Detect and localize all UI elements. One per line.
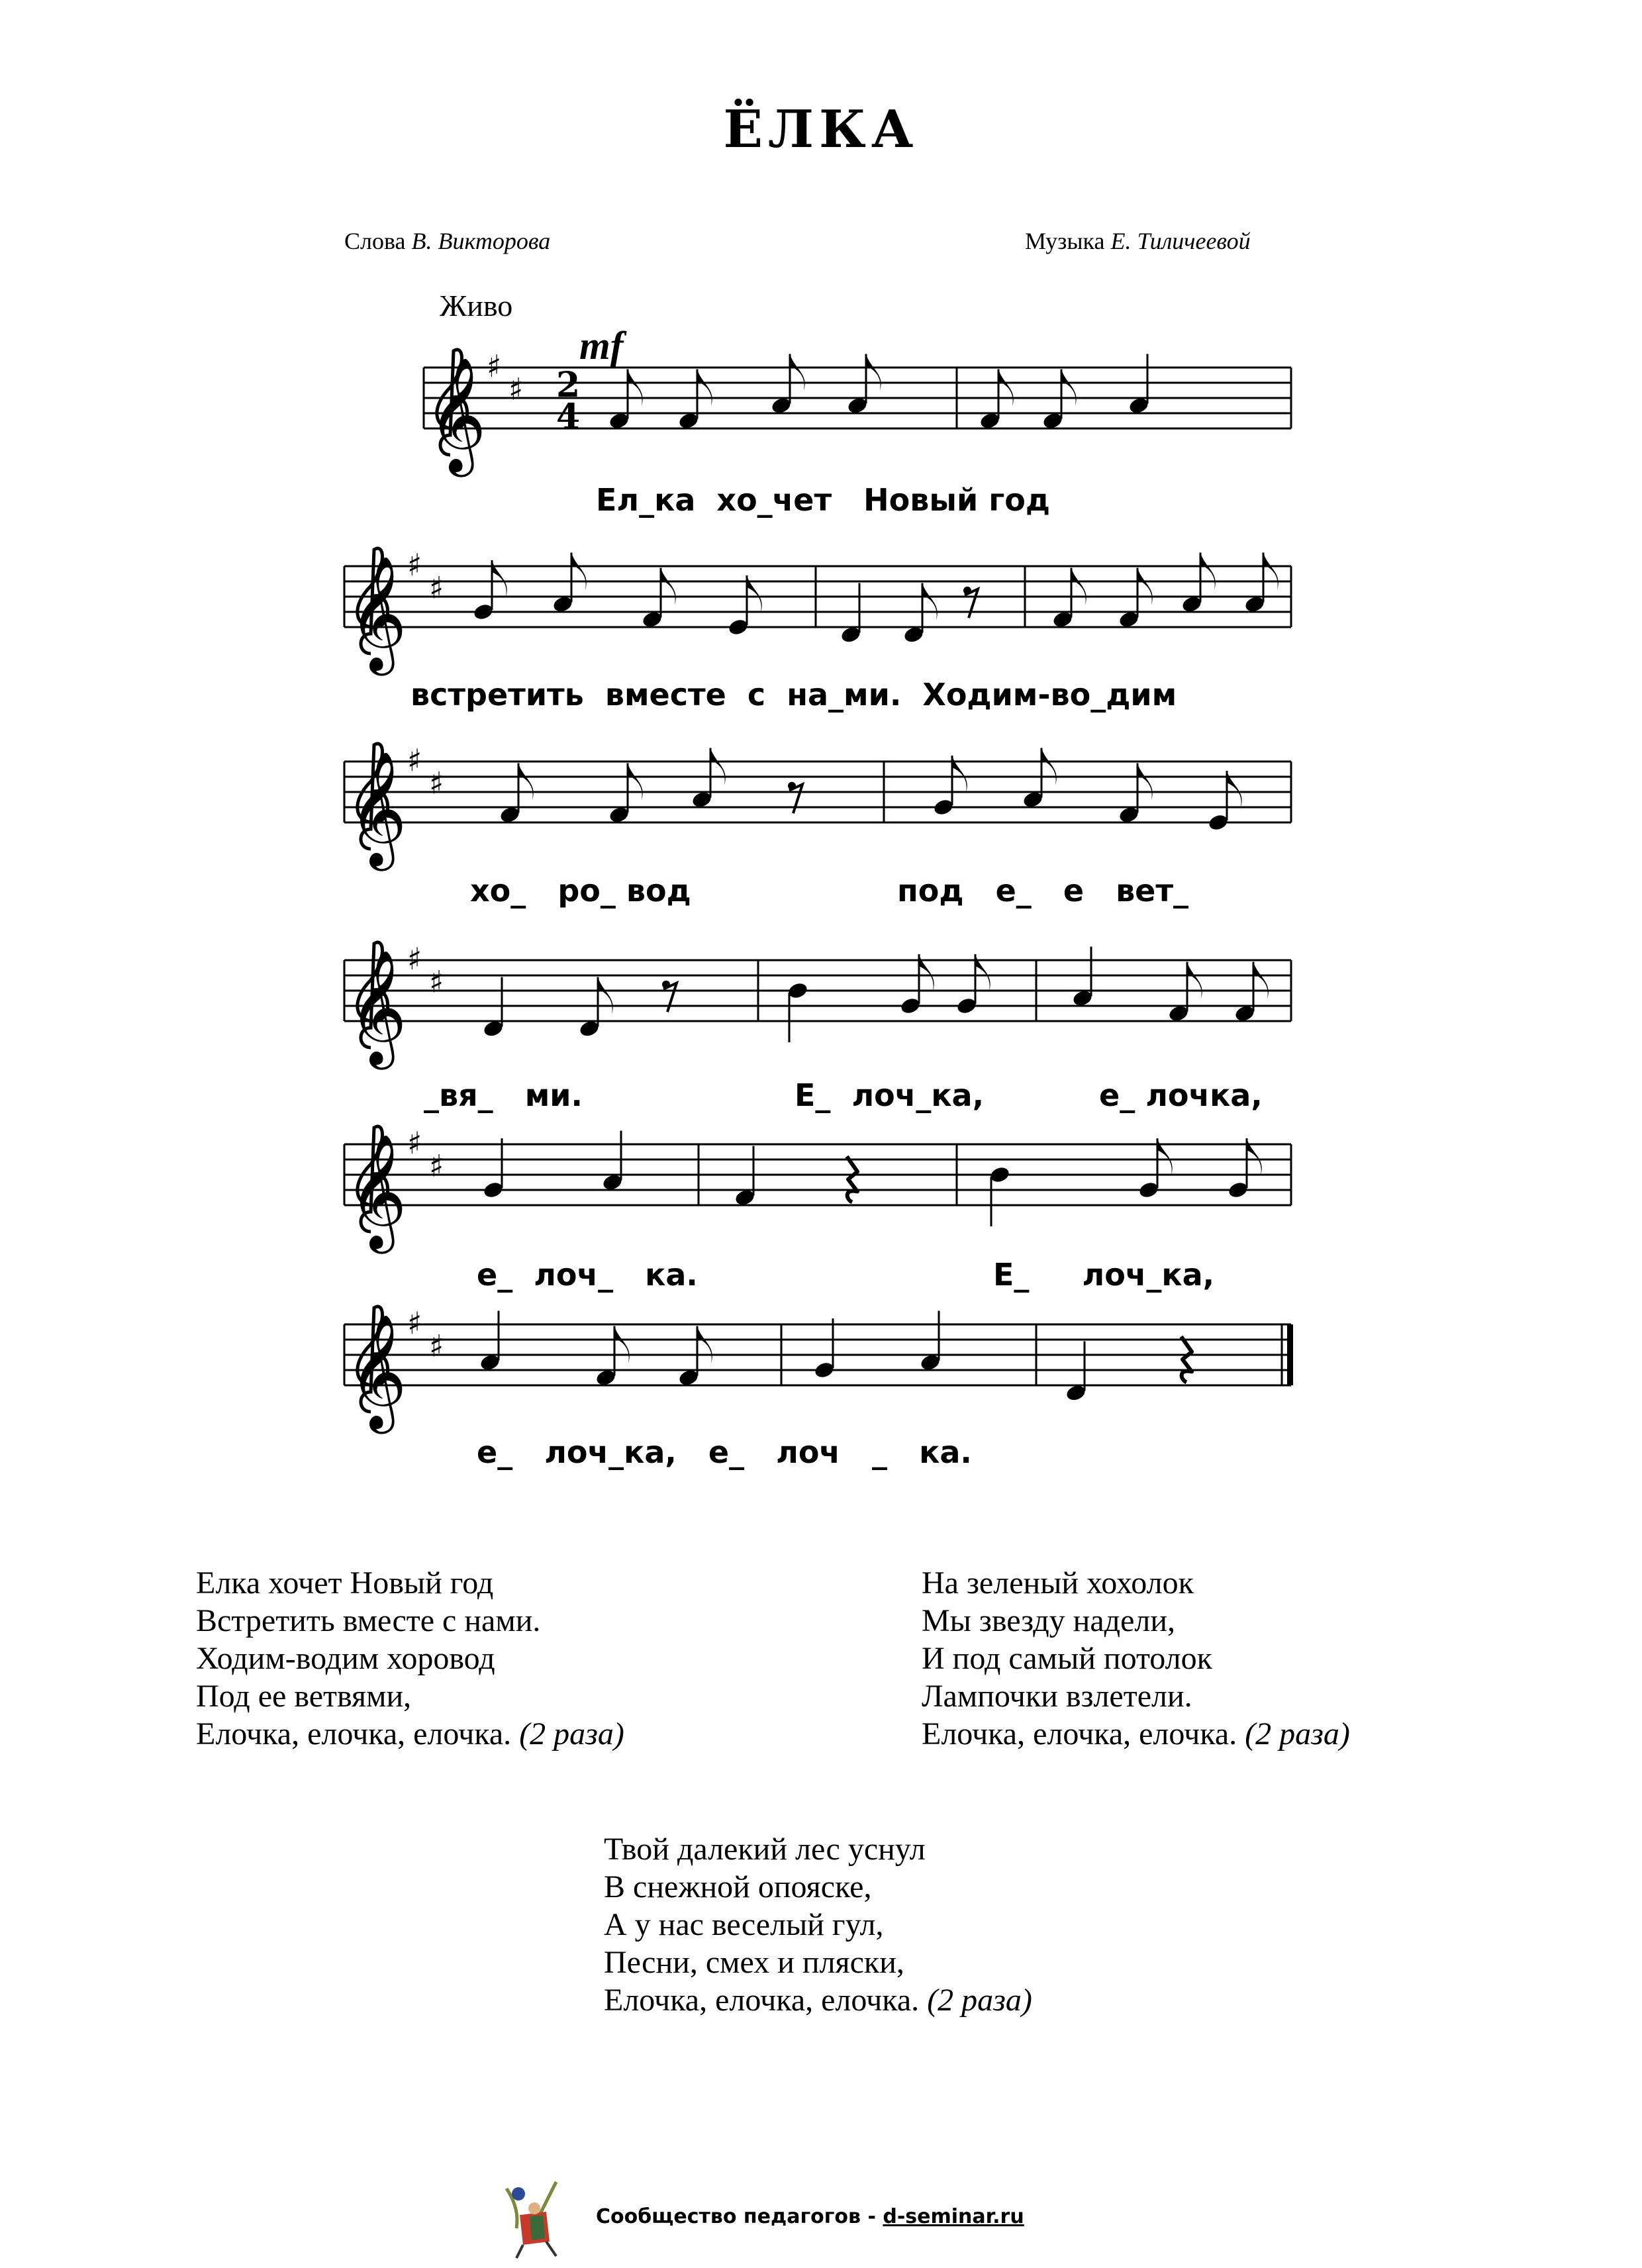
treble-clef-icon: 𝄞 [348,751,407,866]
verse-2 [922,1564,1350,1753]
verse-line: Под ее ветвями, [196,1679,412,1714]
sharp-icon: ♯ [407,547,422,583]
sharp-icon: ♯ [429,569,444,606]
music-author: Е. Тиличеевой [1110,228,1251,254]
time-signature-top: 2 [556,365,581,405]
verse-refrain [922,1715,1350,1753]
eighth-note-icon [595,1326,629,1388]
sharp-icon: ♯ [429,765,444,801]
lyric-line-4a: _вя_ ми. [424,1077,583,1113]
sharp-icon: ♯ [407,742,422,778]
repeat-mark: (2 раза) [1245,1716,1350,1751]
quarter-note-icon [813,1318,835,1380]
words-author: В. Викторова [411,228,551,254]
verse-line: И под самый потолок [922,1641,1212,1676]
verse-line: Ходим-водим хоровод [196,1641,495,1676]
verse-line: Твой далекий лес уснул [604,1832,926,1867]
sharp-icon: ♯ [487,348,502,384]
treble-clef-icon: 𝄞 [348,1314,407,1429]
verse-line: Встретить вместе с нами. [196,1603,541,1638]
quarter-note-icon [919,1311,941,1373]
verse-line: На зеленый хохолок [922,1565,1194,1601]
treble-clef-icon: 𝄞 [348,950,407,1065]
sharp-icon: ♯ [407,1305,422,1341]
footer-link[interactable]: d-seminar.ru [883,2205,1024,2228]
lyric-line-3a: хо_ ро_ вод [470,873,691,909]
verse-line: Мы звезду надели, [922,1603,1176,1638]
sharp-icon: ♯ [508,371,524,407]
lyric-line-1: Ел_ка хо_чет Новый год [596,482,1051,518]
lyric-line-3b: под е_ е вет_ [897,873,1189,909]
verse-line: Песни, смех и пляски, [604,1945,904,1980]
quarter-note-icon [1065,1342,1087,1403]
lyric-line-4b: Е_ лоч_ка, [795,1077,985,1113]
lyric-line-4c: е_ лочка, [1099,1077,1263,1113]
verse-line: Лампочки взлетели. [922,1679,1192,1714]
footer [596,2205,1024,2228]
verse-line: В снежной опояске, [604,1869,872,1904]
verse-3 [604,1830,1032,2019]
repeat-mark: (2 раза) [519,1716,624,1751]
verse-refrain [196,1715,624,1753]
music-label: Музыка [1025,228,1105,254]
song-title: ЁЛКА [723,99,919,160]
quarter-rest-icon [1181,1336,1192,1382]
sharp-icon: ♯ [429,963,444,1000]
dynamic-marking: mf [579,324,624,368]
sharp-icon: ♯ [407,1125,422,1161]
quarter-note-icon [479,1311,501,1373]
lyric-line-5a: е_ лоч_ ка. [477,1257,698,1293]
time-signature-bottom: 4 [556,397,581,437]
words-label: Слова [344,228,406,254]
footer-text: Сообщество педагогов - [596,2205,876,2228]
sharp-icon: ♯ [429,1328,444,1364]
sharp-icon: ♯ [429,1148,444,1184]
sharp-icon: ♯ [407,941,422,977]
verse-line: А у нас веселый гул, [604,1907,884,1942]
verse-refrain [604,1981,1032,2019]
refrain-text: Елочка, елочка, елочка. [922,1716,1237,1751]
community-logo-icon [493,2175,579,2261]
treble-clef-icon: 𝄞 [348,556,407,671]
lyric-line-6: е_ лоч_ка, е_ лоч _ ка. [477,1434,972,1470]
verse-line: Елка хочет Новый год [196,1565,494,1601]
tempo-marking: Живо [440,289,513,322]
lyric-line-2: встретить вместе с на_ми. Ходим-во_дим [410,677,1177,713]
repeat-mark: (2 раза) [927,1983,1032,2018]
treble-clef-icon: 𝄞 [428,357,487,472]
final-bar-thick [1287,1324,1293,1385]
treble-clef-icon: 𝄞 [348,1134,407,1249]
lyric-line-5b: Е_ лоч_ка, [993,1257,1215,1293]
verse-1 [196,1564,624,1753]
eighth-note-icon [677,1326,712,1388]
refrain-text: Елочка, елочка, елочка. [604,1983,920,2018]
refrain-text: Елочка, елочка, елочка. [196,1716,512,1751]
